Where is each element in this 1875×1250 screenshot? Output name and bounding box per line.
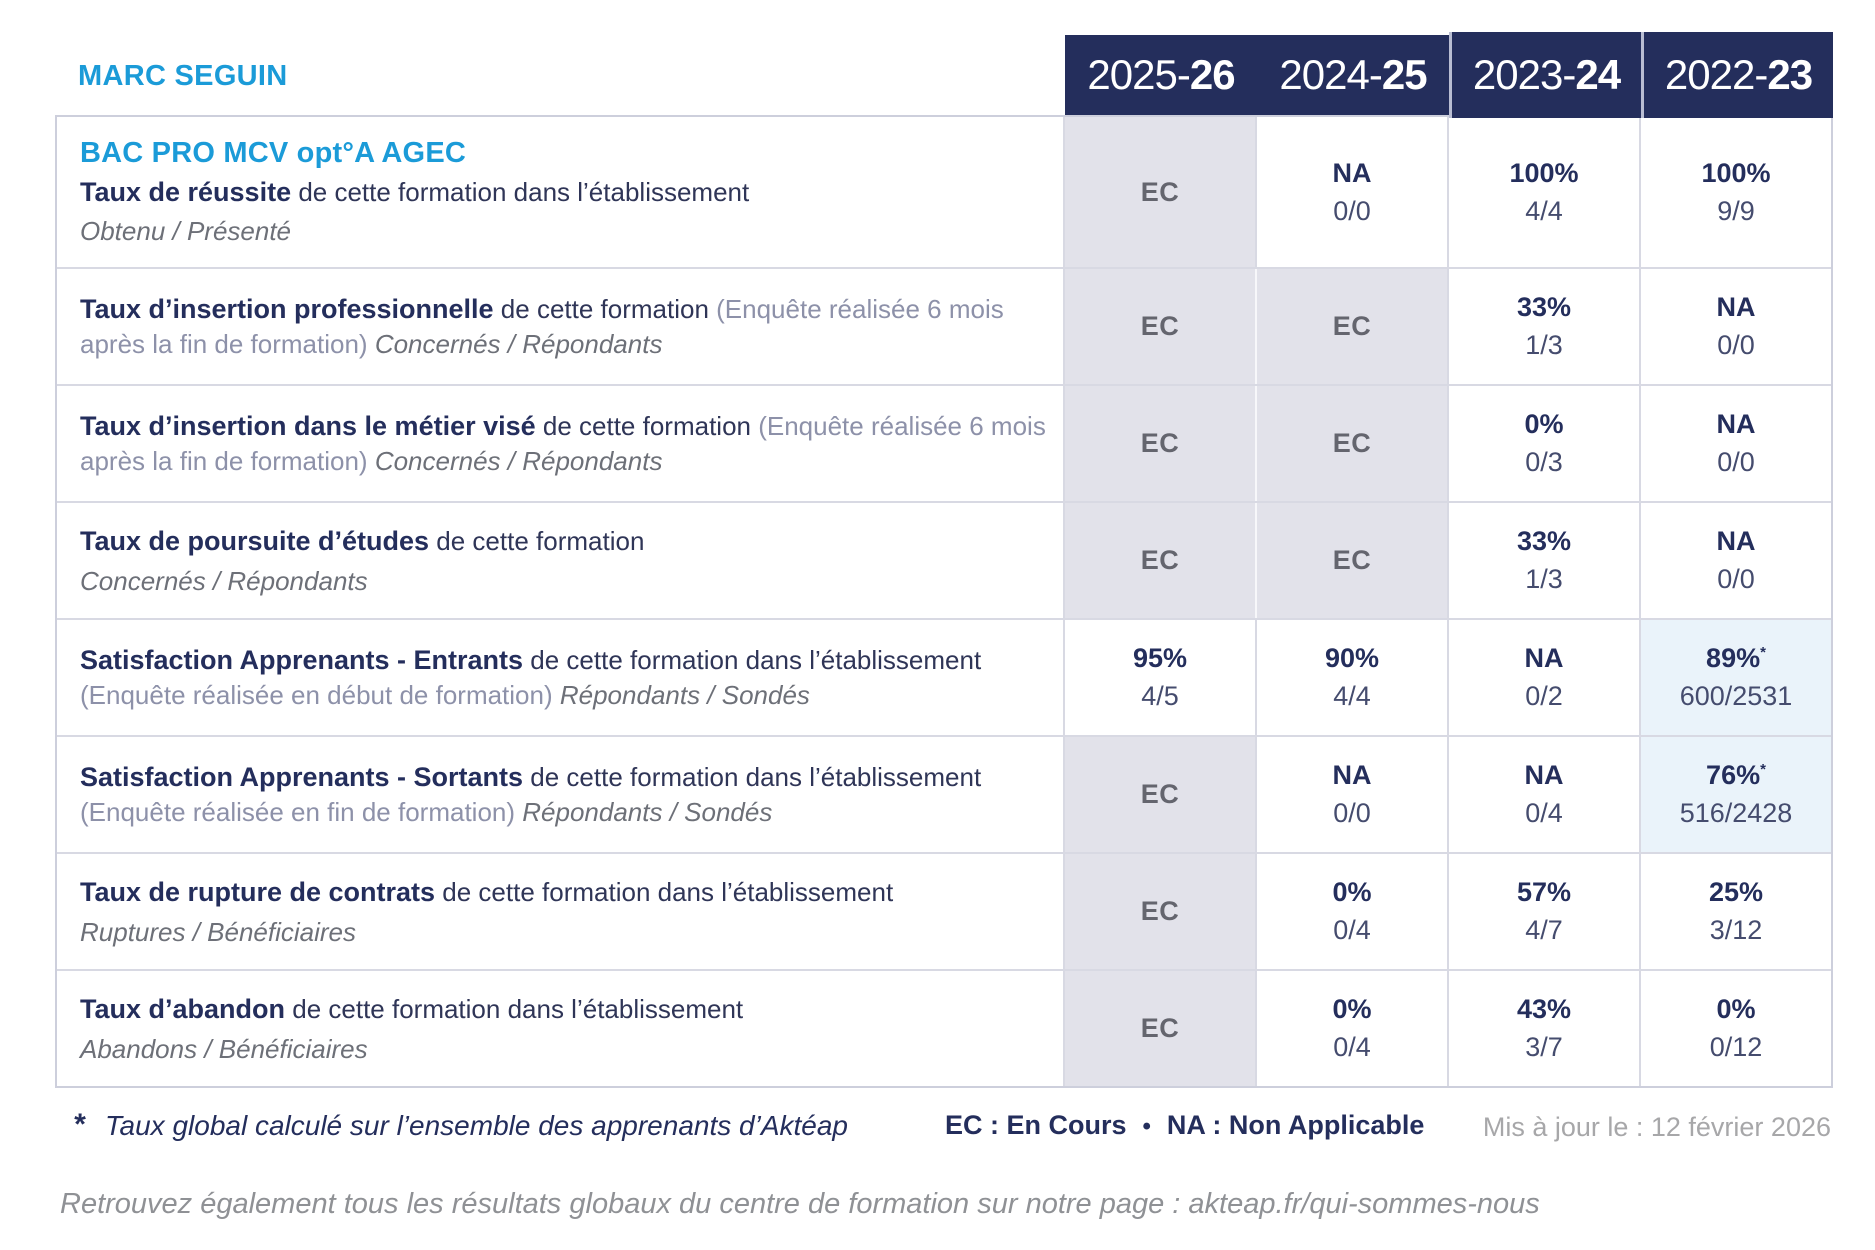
cell-in-progress	[1255, 503, 1447, 618]
table-row	[57, 384, 1831, 501]
value-fraction: 4/7	[1525, 915, 1563, 945]
value-percent: 95%	[1132, 643, 1188, 673]
cell-value	[1639, 269, 1831, 384]
row-title-segment: Concernés / Répondants	[367, 329, 663, 360]
row-title	[80, 760, 1053, 830]
cell-value	[1255, 854, 1447, 969]
value-percent: 89%*	[1706, 643, 1766, 673]
year-column-header	[1449, 32, 1641, 118]
row-label	[57, 117, 1063, 267]
value-fraction: 4/5	[1141, 681, 1179, 711]
cell-value	[1639, 854, 1831, 969]
value-fraction: 4/4	[1525, 195, 1563, 226]
footnote-text: Taux global calculé sur l’ensemble des apprenants d’Aktéap	[105, 1110, 848, 1141]
table-row	[57, 501, 1831, 618]
value-percent: 0%	[1332, 994, 1372, 1024]
ec-label: EC	[1332, 545, 1372, 575]
ec-label: EC	[1140, 311, 1180, 341]
row-title-segment: Taux d’abandon	[80, 994, 286, 1025]
value-fraction: 0/0	[1333, 195, 1371, 226]
cell-value	[1639, 971, 1831, 1086]
updated-date: Mis à jour le : 12 février 2026	[1482, 1112, 1831, 1142]
value-percent: 0%	[1332, 877, 1372, 907]
year-prefix: 2025-	[1087, 51, 1190, 98]
cell-in-progress	[1063, 854, 1255, 969]
value-percent: 76%*	[1706, 760, 1766, 790]
cell-value	[1255, 117, 1447, 267]
value-percent: NA	[1716, 526, 1756, 556]
row-title-segment: Satisfaction Apprenants - Sortants	[80, 761, 524, 792]
global-rate-asterisk: *	[1760, 761, 1766, 778]
value-fraction: 0/0	[1717, 447, 1755, 477]
row-title-segment: (Enquête réalisée en début de formation)	[80, 680, 553, 711]
course-title: BAC PRO MCV opt°A AGEC	[80, 136, 467, 169]
cell-value	[1447, 269, 1639, 384]
value-fraction: 3/7	[1525, 1032, 1563, 1062]
row-title-segment: de cette formation dans l’établissement	[285, 994, 744, 1025]
row-title-segment: Taux de rupture de contrats	[80, 877, 436, 908]
value-fraction: 0/4	[1525, 798, 1563, 828]
cell-value	[1255, 737, 1447, 852]
value-fraction: 9/9	[1717, 195, 1755, 226]
row-label	[57, 386, 1063, 501]
year-column-header	[1065, 35, 1257, 115]
row-title-segment: (Enquête réalisée 6 mois après la fin de formation)	[80, 293, 1004, 360]
results-table-body	[55, 115, 1833, 1088]
table-row	[57, 618, 1831, 735]
value-percent: 100%	[1701, 157, 1771, 188]
year-column-header	[1257, 35, 1449, 115]
ec-label: EC	[1140, 779, 1180, 809]
year-prefix: 2022-	[1664, 51, 1768, 98]
value-percent: 100%	[1509, 157, 1579, 188]
row-title-segment: de cette formation dans l’établissement	[523, 761, 982, 792]
cell-value	[1447, 971, 1639, 1086]
cell-in-progress	[1063, 117, 1255, 267]
bottom-note: Retrouvez également tous les résultats globaux du centre de formation sur notre page : akteap.fr/qui-sommes-nous	[60, 1188, 1540, 1220]
header-corner	[55, 35, 1065, 118]
value-percent: 0%	[1716, 994, 1756, 1024]
value-fraction: 1/3	[1525, 330, 1563, 360]
cell-in-progress	[1063, 737, 1255, 852]
value-percent: 33%	[1516, 526, 1572, 556]
value-percent: 0%	[1524, 409, 1564, 439]
cell-value	[1447, 386, 1639, 501]
legend-bullet: •	[1142, 1113, 1151, 1140]
ec-label: EC	[1140, 545, 1180, 575]
value-percent: 90%	[1324, 643, 1380, 673]
cell-value	[1639, 386, 1831, 501]
row-title	[80, 409, 1053, 479]
row-title-segment: Satisfaction Apprenants - Entrants	[80, 644, 524, 675]
row-title-segment: de cette formation dans l’établissement	[523, 644, 982, 675]
cell-value	[1255, 620, 1447, 735]
value-fraction: 516/2428	[1679, 798, 1793, 828]
table-row	[57, 969, 1831, 1086]
cell-value	[1447, 737, 1639, 852]
ec-label: EC	[1140, 428, 1180, 458]
results-sheet	[55, 35, 1833, 1088]
table-row	[57, 117, 1831, 267]
cell-value	[1639, 503, 1831, 618]
cell-value	[1447, 117, 1639, 267]
year-suffix: 25	[1381, 51, 1427, 98]
row-title-segment: de cette formation dans l’établissement	[291, 176, 750, 207]
ec-label: EC	[1140, 896, 1180, 926]
row-title-segment: Répondants / Sondés	[552, 680, 810, 711]
cell-value	[1639, 117, 1831, 267]
row-title	[80, 524, 1053, 560]
value-percent: NA	[1716, 409, 1756, 439]
legend	[945, 1110, 1424, 1141]
year-prefix: 2023-	[1472, 51, 1576, 98]
row-title-segment: Taux de poursuite d’études	[80, 526, 430, 557]
value-percent: NA	[1524, 760, 1564, 790]
row-title-segment: Taux de réussite	[80, 176, 292, 207]
row-subtitle: Abandons / Bénéficiaires	[80, 1033, 368, 1064]
cell-value	[1639, 737, 1831, 852]
value-fraction: 1/3	[1525, 564, 1563, 594]
row-label	[57, 620, 1063, 735]
year-column-header	[1641, 32, 1833, 118]
ec-label: EC	[1332, 428, 1372, 458]
cell-value	[1255, 971, 1447, 1086]
ec-label: EC	[1140, 176, 1180, 207]
value-percent: NA	[1332, 760, 1372, 790]
row-subtitle: Ruptures / Bénéficiaires	[80, 916, 357, 947]
value-percent: 25%	[1708, 877, 1764, 907]
value-fraction: 0/0	[1717, 564, 1755, 594]
table-row	[57, 735, 1831, 852]
ec-label: EC	[1140, 1013, 1180, 1043]
value-percent: 57%	[1516, 877, 1572, 907]
cell-in-progress	[1063, 386, 1255, 501]
value-fraction: 0/4	[1333, 1032, 1371, 1062]
cell-value	[1447, 620, 1639, 735]
row-title-segment: de cette formation	[493, 293, 717, 324]
value-fraction: 0/4	[1333, 915, 1371, 945]
table-header	[55, 35, 1833, 115]
row-title-segment: (Enquête réalisée 6 mois après la fin de formation)	[80, 410, 1046, 477]
row-title	[80, 875, 1053, 911]
value-percent: NA	[1332, 157, 1372, 188]
row-label	[57, 737, 1063, 852]
year-prefix: 2024-	[1279, 51, 1382, 98]
global-rate-asterisk: *	[1760, 644, 1766, 661]
year-suffix: 23	[1767, 51, 1813, 98]
row-title	[80, 292, 1053, 362]
value-percent: NA	[1524, 643, 1564, 673]
footnote-marker: *	[73, 1108, 85, 1141]
value-percent: 43%	[1516, 994, 1572, 1024]
year-suffix: 24	[1575, 51, 1621, 98]
row-subtitle: Concernés / Répondants	[80, 565, 368, 596]
value-fraction: 600/2531	[1679, 681, 1793, 711]
value-fraction: 0/0	[1717, 330, 1755, 360]
row-title	[80, 643, 1053, 713]
cell-value	[1447, 854, 1639, 969]
row-label	[57, 971, 1063, 1086]
value-percent: 33%	[1516, 292, 1572, 322]
cell-value	[1063, 620, 1255, 735]
cell-in-progress	[1063, 503, 1255, 618]
table-row	[57, 852, 1831, 969]
row-title-segment: (Enquête réalisée en fin de formation)	[80, 797, 516, 828]
table-row	[57, 267, 1831, 384]
row-title-segment: de cette formation	[429, 526, 645, 557]
value-fraction: 0/3	[1525, 447, 1563, 477]
row-title-segment: Taux d’insertion dans le métier visé	[80, 410, 536, 441]
row-label	[57, 503, 1063, 618]
legend-na: NA : Non Applicable	[1166, 1110, 1425, 1140]
year-suffix: 26	[1189, 51, 1235, 98]
row-label	[57, 269, 1063, 384]
cell-value	[1639, 620, 1831, 735]
cell-value	[1447, 503, 1639, 618]
ec-label: EC	[1332, 311, 1372, 341]
cell-in-progress	[1255, 386, 1447, 501]
row-title-segment: de cette formation	[535, 410, 759, 441]
cell-in-progress	[1063, 971, 1255, 1086]
cell-in-progress	[1255, 269, 1447, 384]
row-subtitle: Obtenu / Présenté	[80, 216, 292, 247]
page-title: MARC SEGUIN	[78, 60, 288, 92]
value-percent: NA	[1716, 292, 1756, 322]
row-title-segment: Taux d’insertion professionnelle	[80, 293, 494, 324]
row-title	[80, 175, 1053, 211]
value-fraction: 4/4	[1333, 681, 1371, 711]
row-title-segment: de cette formation dans l’établissement	[435, 877, 894, 908]
value-fraction: 0/12	[1709, 1032, 1763, 1062]
row-label	[57, 854, 1063, 969]
cell-in-progress	[1063, 269, 1255, 384]
value-fraction: 0/2	[1525, 681, 1563, 711]
footnote-row	[55, 1108, 1833, 1156]
row-title	[80, 992, 1053, 1028]
value-fraction: 3/12	[1709, 915, 1763, 945]
value-fraction: 0/0	[1333, 798, 1371, 828]
row-title-segment: Concernés / Répondants	[367, 446, 663, 477]
legend-ec: EC : En Cours	[945, 1110, 1127, 1140]
row-title-segment: Répondants / Sondés	[515, 797, 773, 828]
